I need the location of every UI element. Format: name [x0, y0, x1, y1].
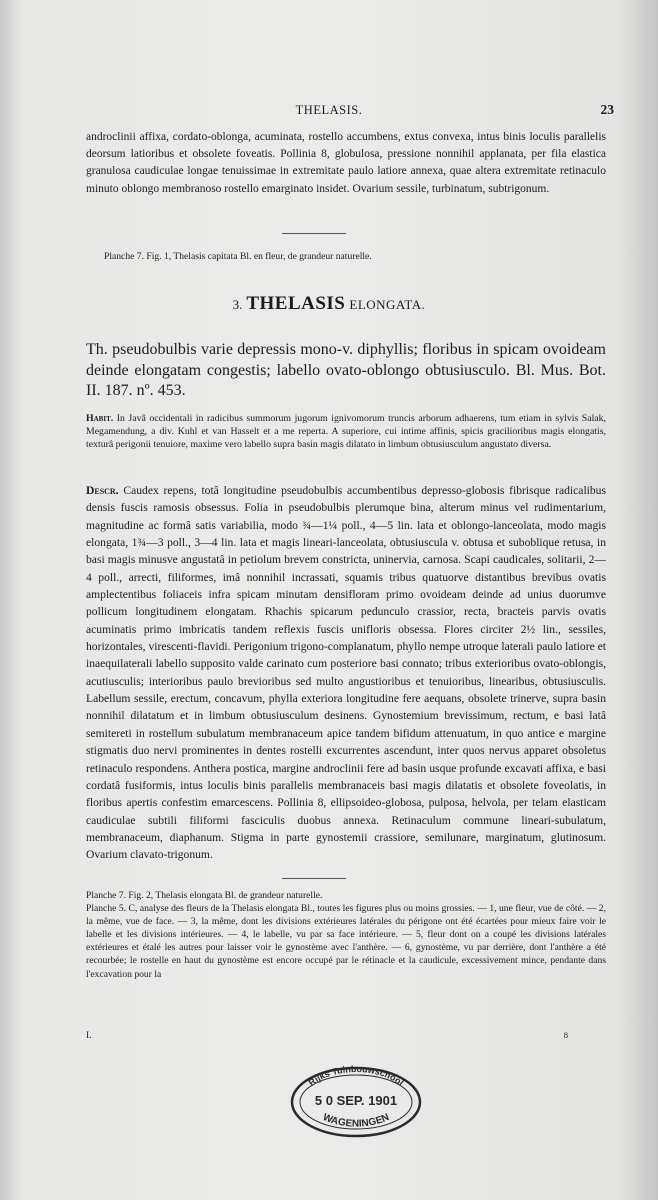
habit-text: In Javâ occidentali in radicibus summorum jugorum ignivomorum truncis arborum adhaerens, tum etiam in sylvis Salak, Megamendung, a div. Kuhl et van Hasselt et a me reperta. A superiore, cui intime affinis, spicis gracilioribus magis elongatis, texturâ perigonii tenuiore, maxime vero labello supra basin magis dilatato in limbum obtusiusculum angustato diversa.: [86, 413, 606, 450]
plate-note-1: Planche 7. Fig. 1, Thelasis capitata Bl. en fleur, de grandeur naturelle.: [104, 251, 372, 262]
habit-label: Habit.: [86, 413, 114, 424]
volume-mark: I.: [86, 1030, 92, 1041]
stamp-date: 5 0 SEP. 1901: [314, 1093, 398, 1108]
divider-rule: [282, 233, 346, 234]
stamp-top-text: Rijks Tuinbouwschool: [306, 1063, 406, 1088]
page-header: [0, 103, 658, 123]
habit-paragraph: [86, 413, 606, 451]
section-species: ELONGATA.: [349, 297, 426, 312]
section-title: [0, 293, 658, 315]
description-text: Caudex repens, totâ longitudine pseudobulbis accumbentibus depresso-globosis fibrisque radicalibus densis fuscis ramosis obsessus. Folia in pseudobulbis plerumque bina, alterum minus vel rudimentarium, magnitudine ac formâ satis variabilia, modo ¾—1¼ poll., 4—5 lin. lata et oblongo-lanceolata, modo magis elongata, 1¾—3 poll., 3—4 lin. lata et magis lineari-lanceolata, obtusiuscula v. obtusa et suboblique retusa, in basi magis minusve angustatâ in petiolum brevem constricta, uninervia, carnosa. Scapi caudicales, solitarii, 2—4 poll., arrecti, filiformes, imâ nonnihil incrassati, squamis tribus quatuorve distantibus brevibus ovatis amplectentibus foliaceis infra spicam minutam densifloram primo ovoideam deinde ad unius duorumve pollicum longitudinem elongatam. Rhachis spicarum pedunculo crassior, recta, bracteis parvis ovatis acuminatis primo imbricatis tandem reflexis fuscis unifloris obsessa. Flores circiter 2½ lin., sessiles, horizontales, virescenti-flavidi. Perigonium trigono-complanatum, phyllo nempe utroque laterali paulo latiore et inaequilaterali labello supposito valde carinato cum posteriore basi connato; tribus exterioribus ovato-oblongis, acutiusculis; interioribus paulo brevioribus sed multo angustioribus et tenuioribus, linearibus, obtusiusculis. Labellum sessile, erectum, concavum, phylla exteriora longitudine fere aequans, obsolete trinerve, supra basin nonnihil dilatatum et in limbum obtusiusculum desinens. Gynostemium brevissimum, rectum, e basi latâ semitereti in rostellum subulatum membranaceum apice tandem bifidum attenuatum, in quo antice e margine stigmatis duo nervi prominentes in dentes rostelli excurrentes ascendunt, inter quos nervus apparet obsoletus retinaculo respondens. Anthera postica, margine androclinii fere ad basin usque profunde excavati affixa, e basi cordatâ fusiformis, intus loculis binis parallelis membranaceis basi magis dilatatis et obsolete foveolatis, in floribus apertis confestim emarcescens. Pollinia 8, ellipsoideo-globosa, pulposa, helvola, per telam elasticam caudiculae subtili filiformi fasciculis duobus annexa. Retinaculum commune lineari-subulatum, membranaceum, diaphanum. Stigma in parte gynostemii crassiore, semilunare, marginatum, glutinosum. Ovarium clavato-trigonum.: [86, 484, 606, 862]
page-number: 23: [600, 102, 614, 117]
plate-note: Planche 7. Fig. 2, Thelasis elongata Bl. de grandeur naturelle.: [86, 890, 323, 901]
description-label: Descr.: [86, 484, 119, 497]
section-genus: THELASIS: [246, 293, 346, 314]
section-number: 3.: [232, 297, 243, 312]
diagnosis: Th. pseudobulbis varie depressis mono-v. diphyllis; floribus in spicam ovoideam deinde elongatam congestis; labello ovato-oblongo obtusiusculo. Bl. Mus. Bot. II. 187. nº. 453.: [86, 341, 606, 399]
plate-notes: [86, 889, 606, 981]
signature-mark: 8: [563, 1030, 568, 1040]
stamp-bottom-text: WAGENINGEN: [321, 1111, 391, 1130]
running-head: THELASIS.: [295, 103, 363, 117]
plate-note: Planche 5. C, analyse des fleurs de la Thelasis elongata Bl., toutes les figures plus ou moins grossies. — 1, une fleur, vue de côté. — 2, la même, vue de face. — 3, la même, dont les divisions extérieures latérales du périgone ont été écartées pour mieux faire voir le labelle et les divisions intérieures. — 4, le labelle, vu par sa face intérieure. — 5, fleur dont on a coupé les divisions latérales extérieures et étalé les autres pour laisser voir le gynostème avec l'anthère. — 6, gynostème, vu par derrière, dont l'anthère a été recourbée; le rostelle en haut du gynostème est encore occupé par le rétinacle et la caudicule, excessivement mince, pendante dans l'excavation pour la: [86, 903, 606, 980]
divider-rule-2: [282, 878, 346, 879]
library-stamp: [286, 1058, 426, 1138]
top-paragraph: androclinii affixa, cordato-oblonga, acuminata, rostello accumbens, extus convexa, intus binis loculis parallelis deorsum latioribus et obsolete foveatis. Pollinia 8, globulosa, pressione nonnihil applanata, per fila elastica granulosa caudiculae longae tenuissimae in extremitate paulo latiore annexa, quae altera extremitate retinaculo minuto oblongo membranoso rostello emarginato insidet. Ovarium sessile, turbinatum, subtrigonum.: [86, 131, 606, 195]
page-footer: [86, 1030, 606, 1041]
description-paragraph: [86, 482, 606, 864]
